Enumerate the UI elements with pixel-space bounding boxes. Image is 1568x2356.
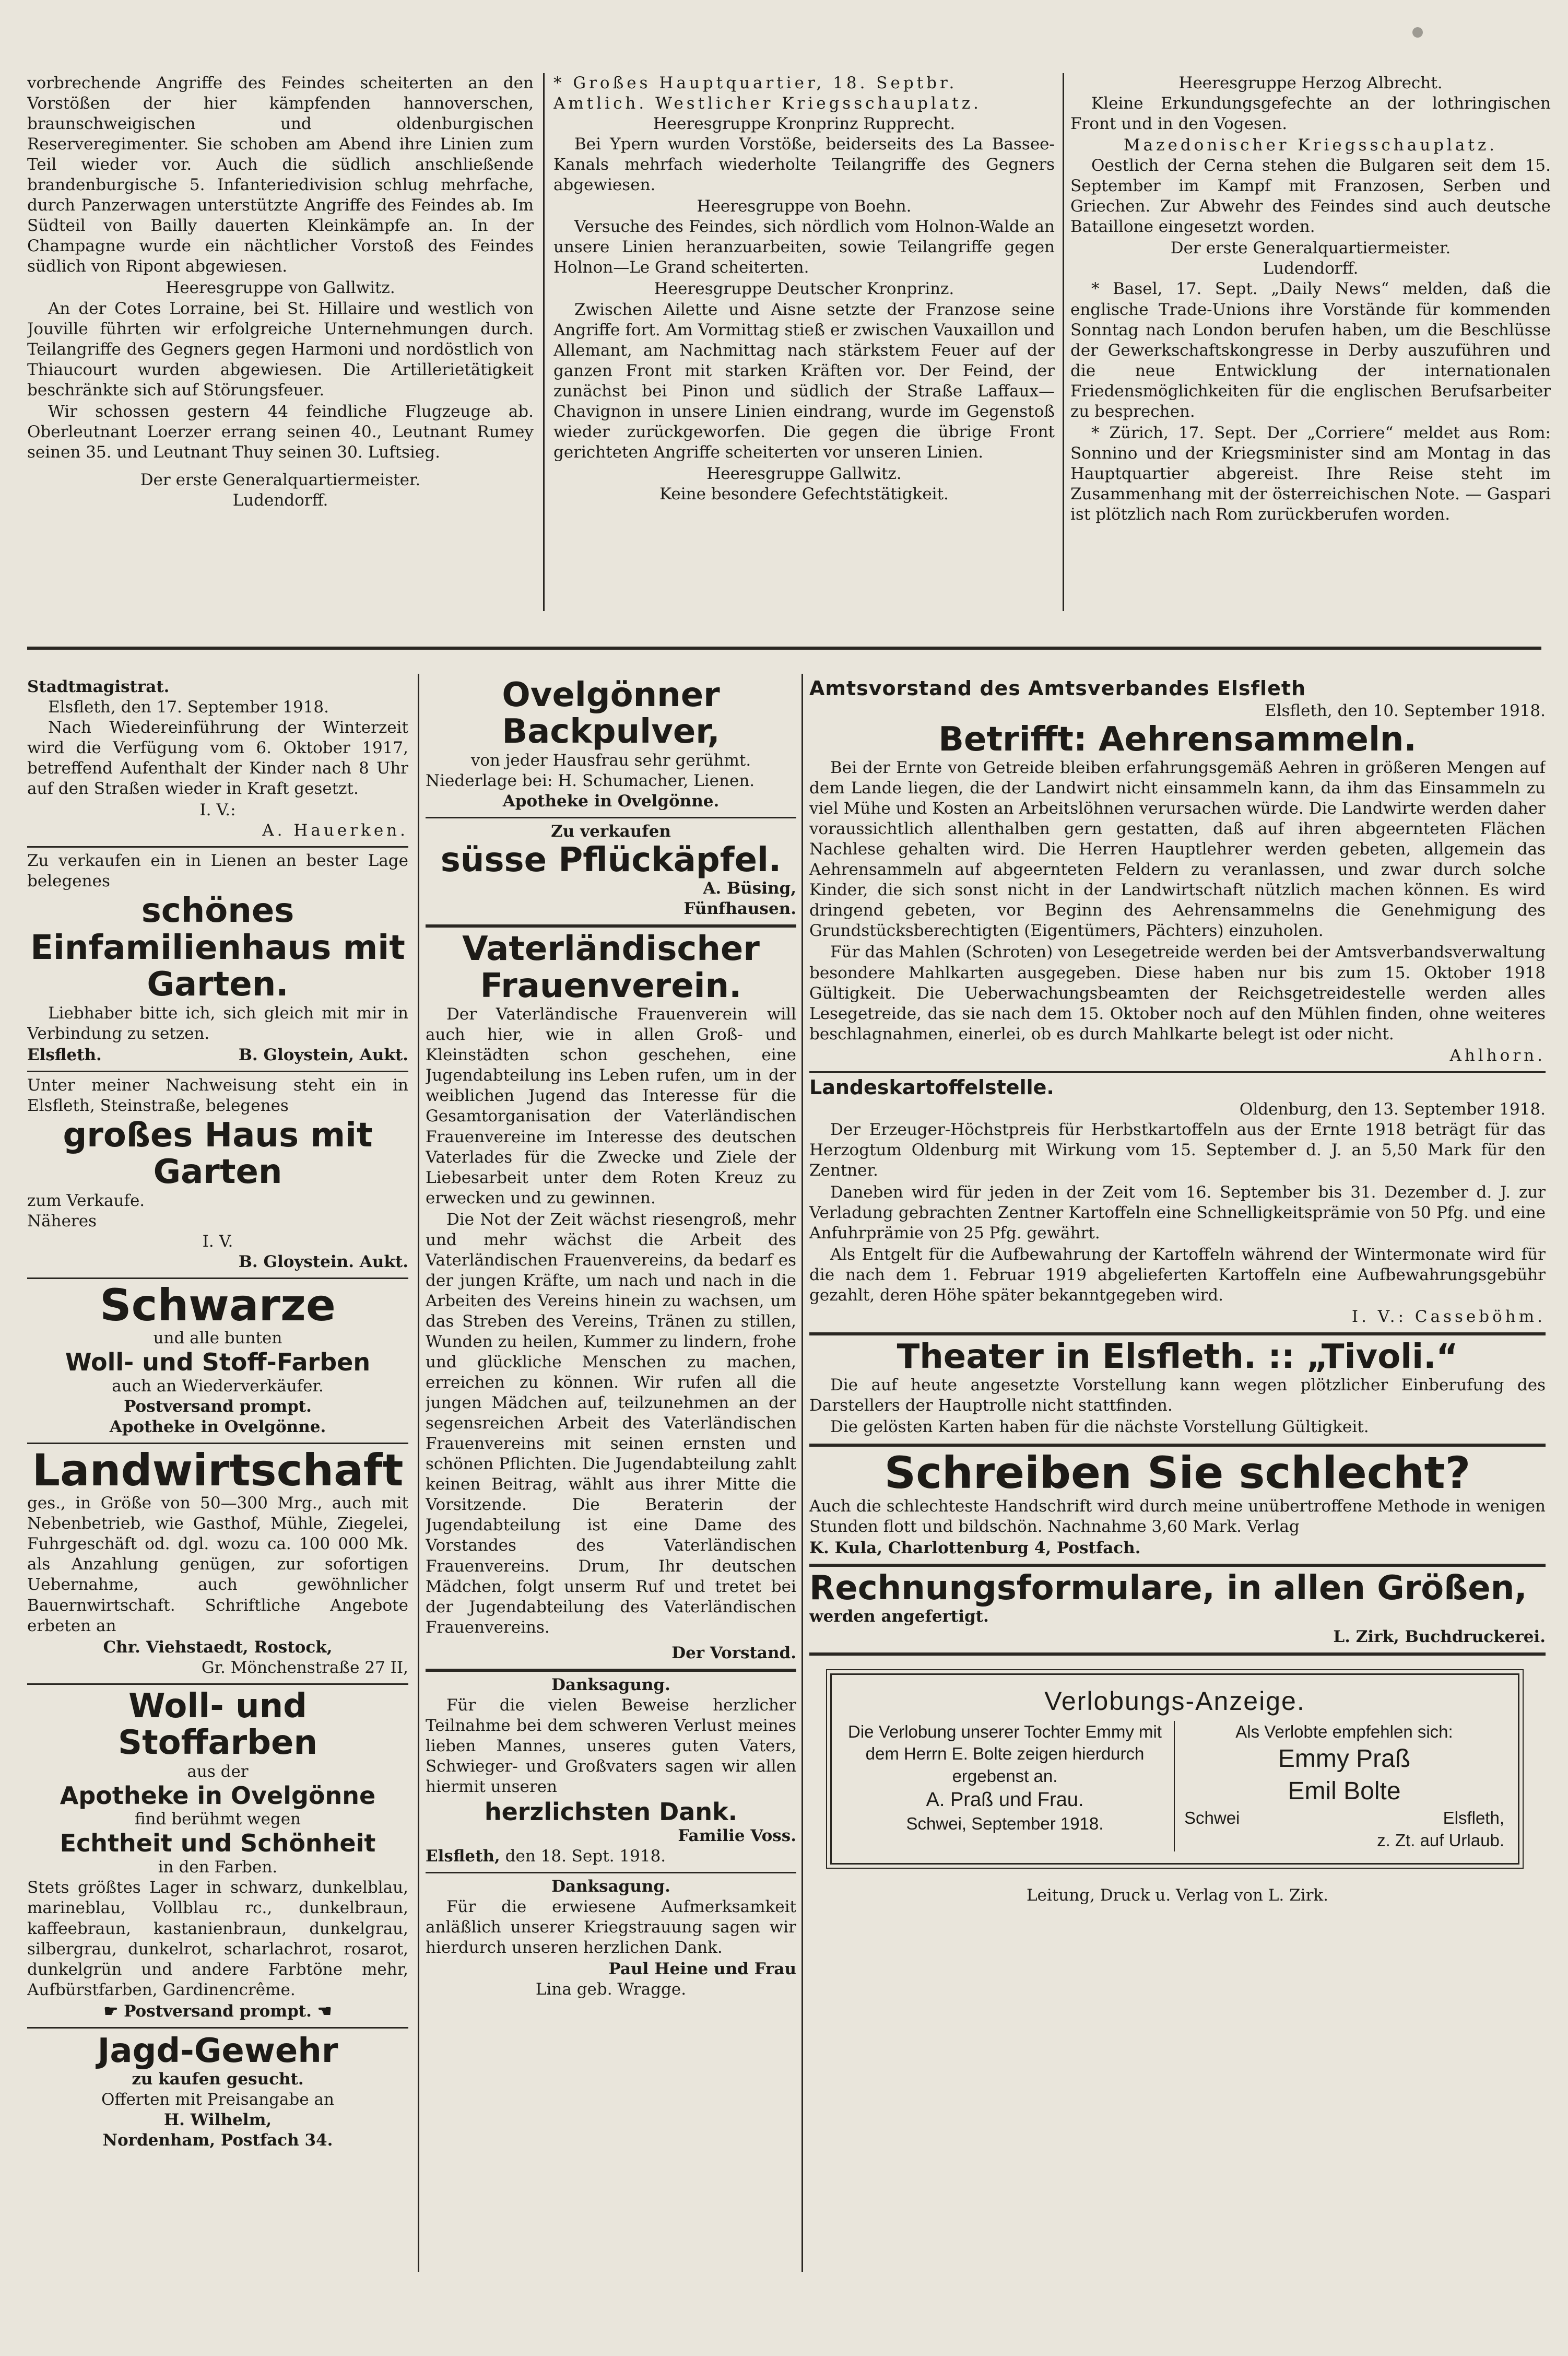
ad-place-signature — [27, 1045, 408, 1065]
ad-headline: schönes Einfamilienhaus mit Garten. — [30, 892, 405, 1004]
ad-frauenverein — [426, 928, 796, 1671]
ad-headline: Landwirtschaft — [32, 1445, 404, 1496]
ad-iv: I. V. — [202, 1232, 233, 1251]
news-paragraph: * Zürich, 17. Sept. Der „Corriere“ meldet aus Rom: Sonnino und der Kriegsminister sind am Montag in das Hauptquartier abgereist. Ihre Reise steht im Zusammenhang mit der österreichischen Note. — Gaspari ist plötzlich nach Rom zurückberufen worden. — [1070, 423, 1551, 524]
ads-right-column — [809, 674, 1546, 2324]
verlobung-left — [845, 1721, 1175, 1851]
ad-headline: Woll- und Stoffarben — [117, 1686, 318, 1763]
report-paragraph: Zwischen Ailette und Aisne setzte der Franzose seine Angriffe fort. Am Vormittag stieß er zwischen Vauxaillon und Allemant, am Nachmittag nach stärkstem Feuer auf der ganzen Front mit starken Kräften vor. Der Feind, der zunächst bei Pinon und südlich der Straße Laffaux—Chavignon in unsere Linien eindrang, wurde im Gegenstoß wieder zurückgeworfen. Die gegen die übrige Front gerichteten Angriffe scheiterten vor unseren Linien. — [553, 300, 1055, 462]
notice-signature: Ahlhorn. — [1449, 1046, 1546, 1065]
verlobung-place: Schwei — [1184, 1808, 1240, 1828]
report-dateline: * Großes Hauptquartier, 18. Septbr. — [553, 74, 958, 92]
report-paragraph: Oestlich der Cerna stehen die Bulgaren seit dem 15. September im Kampf mit Franzosen, Serben und Griechen. Zur Abwehr des Feindes sind auch deutsche Bataillone eingesetzt worden. — [1070, 156, 1551, 237]
report-paragraph: vorbrechende Angriffe des Feindes scheiterten an den Vorstößen der hier kämpfenden hannoverschen, braunschweigischen und oldenburgischen Reserveregimenter. Sie schoben am Abend ihre Linien zum Teil wieder vor. Auch die südlich anschließende brandenburgische 5. Infanteriedivision schlug mehrfache, durch Panzerwagen unterstützte Angriffe des Feindes ab. Im Südteil von Bailly dauerten Kleinkämpfe an. In der Champagne wurde ein nächtlicher Vorstoß des Feindes südlich von Ripont abgewiesen. — [27, 74, 534, 276]
notice-amtsvorstand — [809, 674, 1546, 1073]
ad-intro: Zu verkaufen — [551, 822, 671, 841]
report-paragraph: An der Cotes Lorraine, bei St. Hillaire und westlich von Jouville führten wir erfolgreiche Unternehmungen durch. Teilangriffe des Gegners gegen Harmoni und nordöstlich von Thiaucourt wurden abgewiesen. Die Artillerietätigkeit beschränkte sich auf Störungsfeuer. — [27, 299, 534, 400]
pointing-hand-left-icon: ☚ — [311, 2001, 332, 2021]
report-heading: Heeresgruppe von Gallwitz. — [166, 278, 395, 298]
ad-title: Danksagung. — [551, 1877, 670, 1896]
section-divider — [27, 647, 1541, 650]
ad-body: Auch die schlechteste Handschrift wird durch meine unübertroffene Methode in wenigen Stunden flott und bildschön. Nachnahme 3,60 Mark. Verlag — [809, 1496, 1546, 1536]
ad-line: auch an Wiederverkäufer. — [112, 1376, 324, 1396]
ad-signature: B. Gloystein, Aukt. — [238, 1045, 408, 1064]
ad-body: Für die vielen Beweise herzlicher Teilnahme bei dem schweren Verlust meines lieben Mannes, unseres guten Vaters, Schwieger- und Großvaters sagen wir allen hiermit unseren — [426, 1695, 796, 1796]
ad-woll-stoffarben — [27, 1685, 408, 2029]
ad-line: Apotheke in Ovelgönne. — [502, 791, 720, 811]
ad-intro: Zu verkaufen ein in Lienen an bester Lage belegenes — [27, 851, 408, 891]
ad-headline: Frauenverein. — [480, 966, 742, 1005]
ad-headline: herzlichsten Dank. — [484, 1798, 738, 1826]
ad-headline: Schwarze — [100, 1279, 336, 1331]
report-heading: Heeresgruppe Gallwitz. — [706, 464, 902, 483]
ad-line: Niederlage bei: H. Schumacher, Lienen. — [426, 771, 755, 790]
ad-intro: Unter meiner Nachweisung steht ein in Elsfleth, Steinstraße, belegenes — [27, 1075, 408, 1115]
ad-backpulver — [426, 674, 796, 818]
news-paragraph: * Basel, 17. Sept. „Daily News“ melden, daß die englische Trade-Unions ihre Vorstände für kommenden Sonntag nach London berufen haben, um die Beschlüsse der Gewerkschaftskongresse in Derby auszuführen und die neue Entwicklung der internationalen Friedensmöglichkeiten für die englischen Berufsarbeiter zu besprechen. — [1070, 279, 1551, 421]
ad-headline: Vaterländischer — [462, 930, 760, 969]
ad-jagd-gewehr — [27, 2029, 408, 2151]
notice-title: Stadtmagistrat. — [27, 677, 170, 696]
notice-body: Der Erzeuger-Höchstpreis für Herbstkartoffeln aus der Ernte 1918 beträgt für das Herzogtum Oldenburg mit Wirkung vom 15. September d. J. an 5,50 Mark für den Zentner. — [809, 1120, 1546, 1180]
column-divider — [418, 674, 419, 2272]
report-paragraph: Versuche des Feindes, sich nördlich vom Holnon-Walde an unsere Linien heranzuarbeiten, sowie Teilangriffe gegen Holnon—Le Grand scheiterten. — [553, 217, 1055, 277]
notice-landeskartoffelstelle — [809, 1073, 1546, 1335]
ad-line: aus der — [187, 1762, 249, 1781]
ad-headline: Theater in Elsfleth. :: „Tivoli.“ — [897, 1337, 1458, 1376]
report-heading: Heeresgruppe Herzog Albrecht. — [1178, 74, 1443, 92]
report-paragraph: Wir schossen gestern 44 feindliche Flugzeuge ab. Oberleutnant Loerzer errang seinen 40., Leutnant Rumey seinen 35. und Leutnant Thuy seinen 30. Luftsieg. — [27, 402, 534, 462]
top-column-3 — [1070, 73, 1551, 627]
ad-body: Die gelösten Karten haben für die nächste Vorstellung Gültigkeit. — [830, 1417, 1369, 1437]
notice-date: Elsfleth, den 10. September 1918. — [1264, 701, 1546, 720]
ad-headline: Jagd-Gewehr — [97, 2031, 338, 2070]
notice-headline: Betrifft: Aehrensammeln. — [938, 720, 1417, 759]
verlobung-place: Elsfleth, — [1443, 1808, 1504, 1828]
verlobung-name: Emil Bolte — [1288, 1777, 1401, 1805]
ad-headline: großes Haus mit Garten — [63, 1116, 373, 1192]
signature-title: Der erste Generalquartiermeister. — [140, 470, 421, 489]
ad-headline: Schreiben Sie schlecht? — [884, 1447, 1471, 1499]
notice-stadtmagistrat — [27, 674, 408, 848]
ad-line: Offerten mit Preisangabe an — [101, 2090, 334, 2109]
ads-left-column — [27, 674, 408, 2308]
signature-name: Ludendorff. — [232, 490, 328, 510]
ad-subheadline: Echtheit und Schönheit — [60, 1829, 376, 1858]
ad-place-date — [426, 1846, 796, 1867]
notice-signature: A. Hauerken. — [262, 821, 408, 840]
report-heading: Heeresgruppe Deutscher Kronprinz. — [654, 279, 954, 299]
ad-body: ges., in Größe von 50—300 Mrg., auch mit Nebenbetrieb, wie Gasthof, Mühle, Ziegelei, Fuhrgeschäft od. dgl. wozu ca. 100 000 Mk. als Anzahlung genügen, zur sofortigen Uebernahme, auch gewöhnlicher Bauernwirtschaft. Schriftliche Angebote erbeten an — [27, 1494, 408, 1635]
signature-name: Ludendorff. — [1263, 259, 1359, 278]
notice-date: Elsfleth, den 17. September 1918. — [48, 698, 329, 717]
report-section: Amtlich. Westlicher Kriegsschauplatz. — [553, 94, 982, 113]
report-section: Mazedonischer Kriegsschauplatz. — [1123, 136, 1498, 155]
notice-body: Bei der Ernte von Getreide bleiben erfahrungsgemäß Aehren in größeren Mengen auf dem Lande liegen, die der Landwirt nicht einsammeln kann, da ihm das Einsammeln zu viel Mühe und Kosten an Arbeitslöhnen verursachen würde. Die Landwirte werden daher voraussichtlich allenthalben gern gestatten, daß auf ihren abgeernteten Flächen Nachlese gehalten wird. Die Herren Hauptlehrer werden gebeten, allgemein das Aehrensammeln auf abgeernteten Feldern zu veranlassen, und zwar durch solche Kinder, die sich sonst nicht in der Landwirtschaft nützlich machen können. Es wird dringend gebeten, vor Beginn des Aehrensammelns die Genehmigung des Grundstücksberechtigten (Eigentümers, Pächters) einzuholen. — [809, 758, 1546, 941]
signature-title: Der erste Generalquartiermeister. — [1170, 239, 1451, 258]
ad-body: Für die erwiesene Aufmerksamkeit anläßlich unserer Kriegstrauung sagen wir hierdurch unseren herzlichen Dank. — [426, 1897, 796, 1958]
report-paragraph: Bei Ypern wurden Vorstöße, beiderseits des La Bassee-Kanals mehrfach wiederholte Teilangriffe des Gegners abgewiesen. — [553, 135, 1055, 195]
report-heading: Heeresgruppe Kronprinz Rupprecht. — [653, 114, 956, 134]
top-column-2 — [553, 73, 1055, 627]
notice-iv: I. V.: — [199, 801, 236, 820]
verlobung-parents: A. Praß und Frau. — [926, 1788, 1084, 1811]
notice-body: Nach Wiedereinführung der Winterzeit wird die Verfügung vom 6. Oktober 1917, betreffend Aufenthalt der Kinder nach 8 Uhr auf den Straßen wieder in Kraft gesetzt. — [27, 718, 408, 799]
ad-line: H. Wilhelm, — [163, 2111, 272, 2130]
ad-line: Postversand prompt. — [124, 1397, 312, 1416]
verlobung-place: z. Zt. auf Urlaub. — [1377, 1830, 1504, 1850]
ad-body: Näheres — [27, 1211, 97, 1230]
pointing-hand-icon: ☛ — [103, 2001, 124, 2021]
ad-postversand: Postversand prompt. — [124, 2001, 312, 2021]
ad-line: werden angefertigt. — [809, 1607, 989, 1626]
ad-haus-mit-garten — [27, 1072, 408, 1279]
notice-body: Als Entgelt für die Aufbewahrung der Kartoffeln während der Wintermonate wird für die nach dem 1. Februar 1919 abgelieferten Kartoffeln eine Aufbewahrungsgebühr gezahlt, deren Höhe später bekanntgegeben wird. — [809, 1245, 1546, 1305]
ad-line: Apotheke in Ovelgönne. — [109, 1417, 326, 1437]
notice-body: Für das Mahlen (Schroten) von Lesegetreide werden bei der Amtsverbandsverwaltung besondere Mahlkarten ausgegeben. Diese haben nur bis zum 15. Oktober 1918 Gültigkeit. Die Ueberwachungsbeamten der Reichsgetreidestelle werden alles Lesegetreide, das sie nach dem 15. Oktober noch auf den Mühlen finden, ohne weiteres beschlagnahmen, einerlei, ob es durch Mahlkarte belegt ist oder nicht. — [809, 943, 1546, 1044]
column-divider — [801, 674, 803, 2272]
ad-line: von jeder Hausfrau sehr gerühmt. — [470, 751, 751, 770]
notice-body: Daneben wird für jeden in der Zeit vom 16. September bis 31. Dezember d. J. zur Verladung gebrachten Zentner Kartoffeln eine Schnelligkeitsprämie von 50 Pfg. und eine Anfuhrprämie von 25 Pfg. gewährt. — [809, 1182, 1546, 1243]
ad-subheadline: Apotheke in Ovelgönne — [60, 1781, 376, 1810]
ad-signature: Familie Voss. — [678, 1826, 796, 1845]
ad-body: Der Vaterländische Frauenverein will auch hier, wie in allen Groß- und Kleinstädten schon geschehen, eine Jugendabteilung ins Leben rufen, um in der weiblichen Jugend das Interesse für die Gesamtorganisation der Vaterländischen Frauenvereine im Interesse des deutschen Vaterlades für die Zwecke und Ziele der Liebesarbeit unter dem Roten Kreuz zu erwecken und zu gewinnen. — [426, 1005, 796, 1208]
verlobung-text: Die Verlobung unserer Tochter Emmy mit dem Herrn E. Bolte zeigen hierdurch ergebenst an. — [848, 1722, 1162, 1786]
column-divider — [1063, 73, 1064, 611]
ad-line: Nordenham, Postfach 34. — [102, 2131, 333, 2150]
ad-date: den 18. Sept. 1918. — [505, 1846, 666, 1866]
ad-body: Die auf heute angesetzte Vorstellung kann wegen plötzlicher Einberufung des Darstellers der Hauptrolle nicht stattfinden. — [809, 1376, 1546, 1415]
verlobung-date: Schwei, September 1918. — [906, 1813, 1104, 1833]
ads-middle-column — [426, 674, 796, 2308]
ad-landwirtschaft — [27, 1444, 408, 1685]
ad-line: und alle bunten — [153, 1329, 282, 1348]
ad-signature: Lina geb. Wragge. — [535, 1980, 687, 1999]
ad-signature: B. Gloystein. Aukt. — [238, 1252, 408, 1271]
ad-danksagung-heine — [426, 1873, 796, 2000]
ad-signature: Der Vorstand. — [671, 1643, 796, 1662]
ad-line — [27, 2001, 408, 2022]
ad-headline: süsse Pflückäpfel. — [440, 840, 782, 880]
report-paragraph: Kleine Erkundungsgefechte an der lothringischen Front und in den Vogesen. — [1070, 94, 1551, 134]
ad-body: Stets größtes Lager in schwarz, dunkelblau, marineblau, Vollblau rc., dunkelbraun, kaffeebraun, kastanienbraun, dunkelgrau, silbergrau, dunkelrot, scharlachrot, rosarot, dunkelgrün und andere Farbtöne mehr, Aufbürstfarben, Gardinencrême. — [27, 1878, 408, 1999]
ad-place: Elsfleth, — [426, 1846, 500, 1866]
ad-pflueckaepfel — [426, 818, 796, 928]
ad-line: in den Farben. — [158, 1858, 278, 1877]
report-paragraph: Keine besondere Gefechtstätigkeit. — [659, 484, 949, 503]
column-divider — [543, 73, 545, 611]
ad-line: zu kaufen gesucht. — [132, 2070, 304, 2089]
ad-subheadline: Woll- und Stoff-Farben — [65, 1348, 371, 1377]
ad-headline: Ovelgönner Backpulver, — [502, 676, 720, 752]
ad-line: find berühmt wegen — [134, 1810, 301, 1829]
ad-headline: Verlobungs-Anzeige. — [1044, 1686, 1305, 1716]
ad-einfamilienhaus — [27, 848, 408, 1072]
ad-address: Gr. Mönchenstraße 27 II, — [201, 1658, 408, 1677]
ad-body: Liebhaber bitte ich, sich gleich mit mir in Verbindung zu setzen. — [27, 1003, 408, 1043]
notice-date: Oldenburg, den 13. September 1918. — [1239, 1100, 1546, 1119]
ad-signature: A. Büsing, — [703, 879, 796, 898]
page-hole-mark — [1412, 27, 1423, 38]
ad-signature: Fünfhausen. — [683, 899, 796, 919]
ad-body: Die Not der Zeit wächst riesengroß, mehr und mehr wächst die Arbeit des Vaterländischen Frauenvereins, da bedarf es der jungen Kräfte, um nach und nach in die Arbeiten des Vereins hinein zu wachsen, um das Streben des Vereins, Tränen zu stillen, Wunden zu heilen, Kummer zu lindern, frohe und glückliche Menschen zu machen, erreichen zu können. Wir rufen all die jungen Mädchen auf, teilzunehmen an der segensreichen Arbeit des Vaterländischen Frauenvereins mit seinen ernsten und schönen Pflichten. Die Jugendabteilung zahlt keinen Beitrag, wählt aus ihrer Mitte die Vorsitzende. Die Beraterin der Jugendabteilung ist eine Dame des Vorstandes des Vaterländischen Frauenvereins. Drum, Ihr deutschen Mädchen, folgt unserm Ruf und tretet bei der Jugendabteilung des Vaterländischen Frauenvereins. — [426, 1210, 796, 1637]
notice-title: Landeskartoffelstelle. — [809, 1075, 1054, 1099]
ad-theater — [809, 1335, 1546, 1447]
ad-signature: L. Zirk, Buchdruckerei. — [1333, 1627, 1546, 1647]
page-footer: Leitung, Druck u. Verlag von L. Zirk. — [1026, 1885, 1329, 1905]
verlobung-intro: Als Verlobte empfehlen sich: — [1235, 1722, 1453, 1742]
verlobung-name: Emmy Praß — [1278, 1745, 1411, 1773]
ad-signature: Chr. Viehstaedt, Rostock, — [103, 1637, 333, 1657]
verlobung-columns — [845, 1721, 1504, 1851]
top-column-1 — [27, 73, 534, 627]
notice-signature: I. V.: Casseböhm. — [1351, 1307, 1546, 1326]
ad-place: Elsfleth. — [27, 1045, 102, 1064]
report-heading: Heeresgruppe von Boehn. — [697, 197, 912, 216]
verlobung-right — [1175, 1721, 1504, 1851]
verlobung-places — [1184, 1807, 1504, 1829]
ad-signature: Paul Heine und Frau — [608, 1960, 796, 1979]
ad-rechnungsformulare — [809, 1567, 1546, 1656]
ad-body: zum Verkaufe. — [27, 1191, 145, 1210]
ad-signature: K. Kula, Charlottenburg 4, Postfach. — [809, 1538, 1141, 1557]
notice-title: Amtsvorstand des Amtsverbandes Elsfleth — [809, 677, 1306, 700]
ad-headline: Rechnungsformulare, in allen Größen, — [809, 1568, 1527, 1608]
ad-schwarze — [27, 1279, 408, 1444]
ad-schreiben — [809, 1447, 1546, 1566]
ad-danksagung-voss — [426, 1672, 796, 1873]
ad-verlobung — [830, 1673, 1519, 1865]
ad-title: Danksagung. — [551, 1675, 670, 1694]
